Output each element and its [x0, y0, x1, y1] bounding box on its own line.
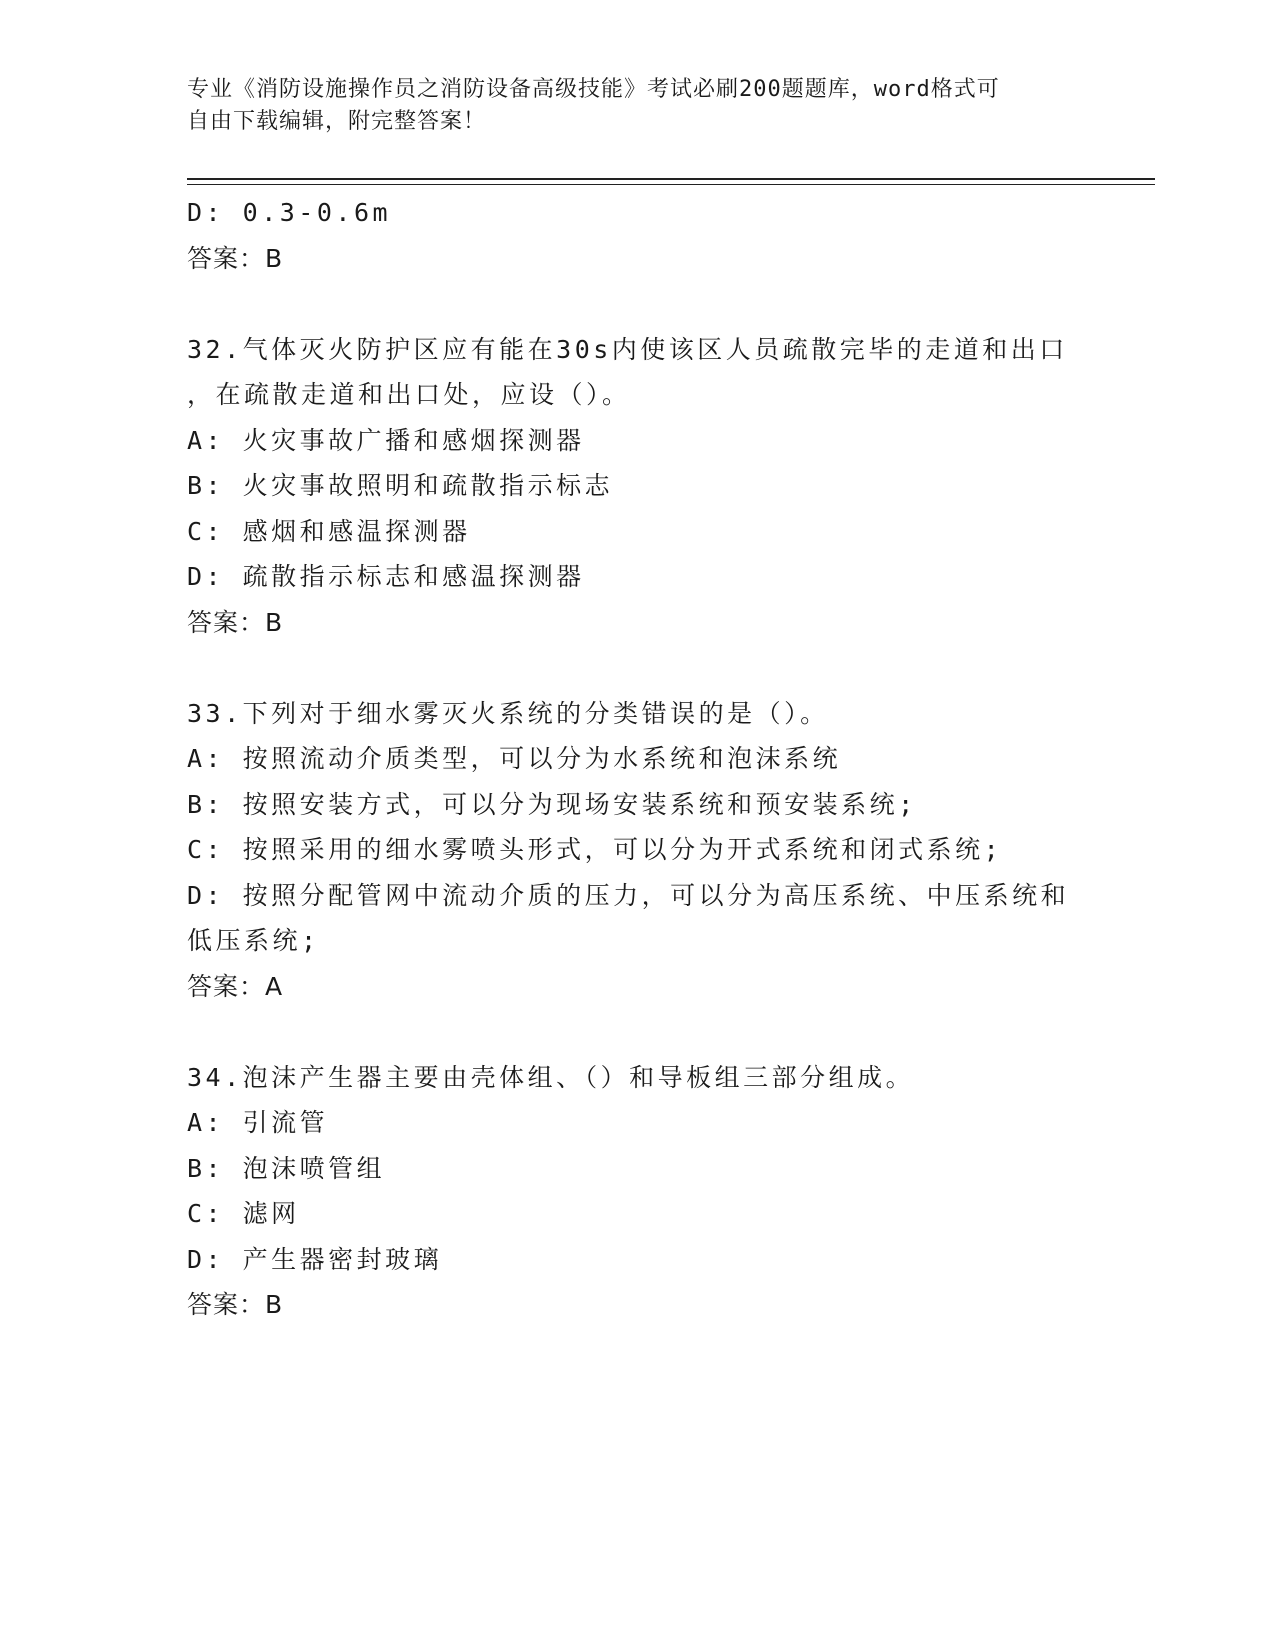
question-stem-continued: ，在疏散走道和出口处，应设（）。: [187, 380, 631, 409]
option-a: A: 火灾事故广播和感烟探测器: [187, 425, 585, 455]
option-b: B: 泡沫喷管组: [187, 1153, 386, 1183]
header-title-line-2: 自由下载编辑，附完整答案！: [187, 109, 487, 134]
answer: 答案：B: [187, 607, 284, 637]
answer: 答案：A: [187, 971, 284, 1001]
option-d: D: 0.3-0.6m: [187, 198, 392, 227]
spacer: [187, 645, 1087, 691]
option-a: A: 引流管: [187, 1108, 329, 1137]
spacer: [187, 281, 1087, 327]
question-31-tail: [187, 190, 1087, 281]
option-a: A: 按照流动介质类型，可以分为水系统和泡沫系统: [187, 744, 842, 773]
question-stem: 33.下列对于细水雾灭火系统的分类错误的是（）。: [187, 698, 829, 728]
option-b: B: 火灾事故照明和疏散指示标志: [187, 471, 614, 500]
answer: 答案：B: [187, 243, 284, 273]
header-title-line-1: 专业《消防设施操作员之消防设备高级技能》考试必刷200题题库，word格式可: [187, 77, 1000, 102]
question-list: [187, 190, 1087, 1328]
question-34: [187, 1055, 1087, 1328]
option-d: D: 疏散指示标志和感温探测器: [187, 562, 585, 591]
answer: 答案：B: [187, 1290, 284, 1319]
question-32: [187, 327, 1087, 646]
option-d: D: 产生器密封玻璃: [187, 1244, 443, 1274]
header-divider-thick: [187, 178, 1155, 180]
spacer: [187, 1009, 1087, 1055]
option-c: C: 滤网: [187, 1199, 300, 1228]
question-33: [187, 691, 1087, 1010]
header-divider-thin: [187, 184, 1155, 185]
option-b: B: 按照安装方式，可以分为现场安装系统和预安装系统;: [187, 789, 917, 819]
option-d-continued: 低压系统;: [187, 926, 320, 955]
document-header: [187, 74, 1067, 138]
option-c: C: 感烟和感温探测器: [187, 516, 471, 546]
option-d: D: 按照分配管网中流动介质的压力，可以分为高压系统、中压系统和: [187, 880, 1070, 910]
option-c: C: 按照采用的细水雾喷头形式，可以分为开式系统和闭式系统;: [187, 835, 1003, 864]
question-stem: 34.泡沫产生器主要由壳体组、（）和导板组三部分组成。: [187, 1062, 915, 1092]
question-stem: 32.气体灭火防护区应有能在30s内使该区人员疏散完毕的走道和出口: [187, 334, 1068, 364]
